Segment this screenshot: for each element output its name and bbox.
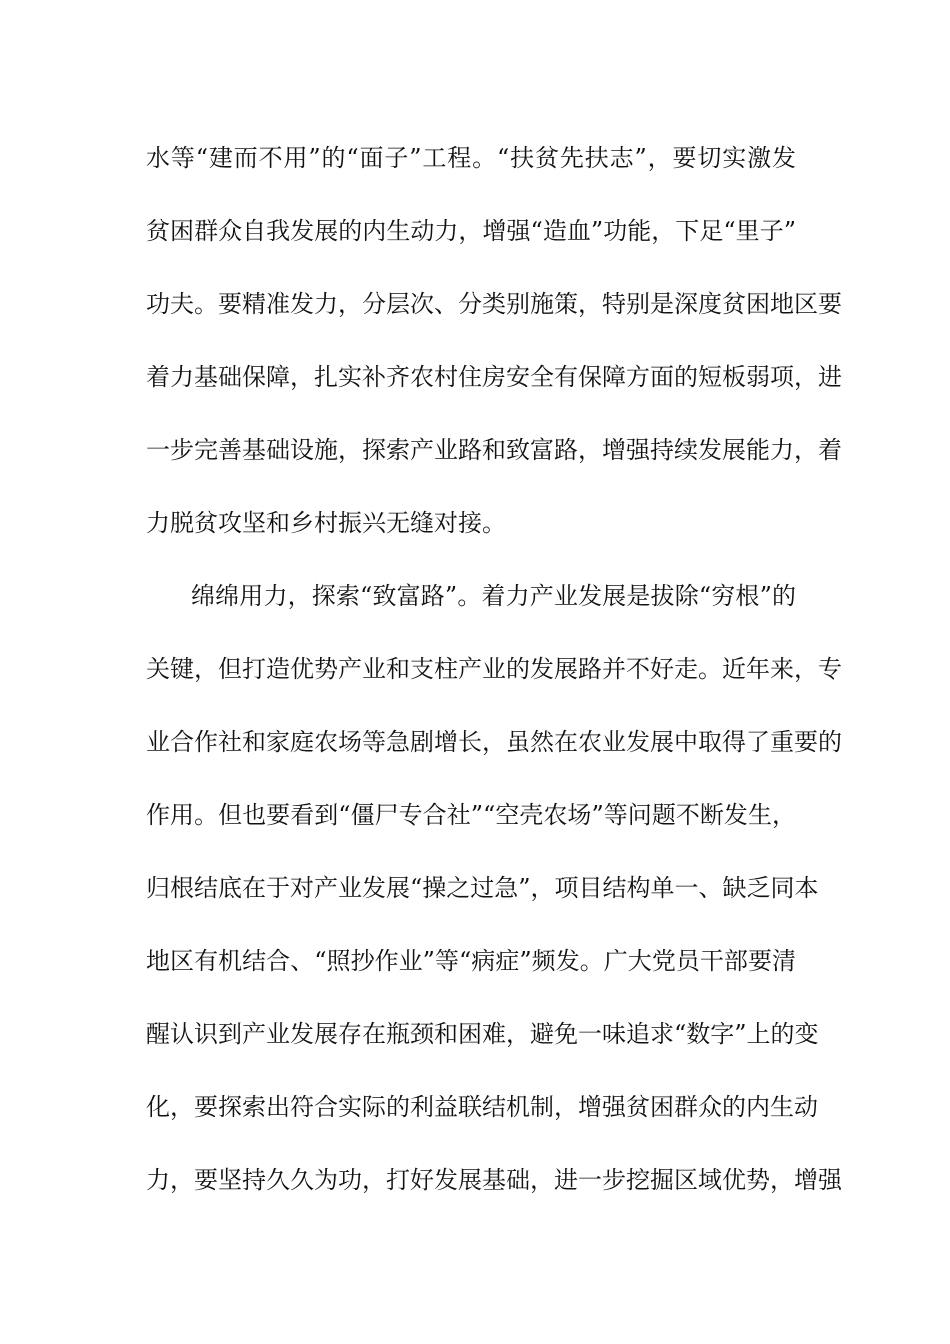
text-line: 醒认识到产业发展存在瓶颈和困难，避免一味追求“数字”上的变 xyxy=(146,1020,819,1048)
text-line: 归根结底在于对产业发展“操之过急”，项目结构单一、缺乏同本 xyxy=(146,874,819,902)
document-body xyxy=(146,132,842,1227)
text-line: 化，要探索出符合实际的利益联结机制，增强贫困群众的内生动 xyxy=(146,1093,818,1121)
text-line: 地区有机结合、“照抄作业”等“病症”频发。广大党员干部要清 xyxy=(146,947,796,975)
text-line: 一步完善基础设施，探索产业路和致富路，增强持续发展能力，着 xyxy=(146,436,842,464)
text-line: 力，要坚持久久为功，打好发展基础，进一步挖掘区域优势，增强 xyxy=(146,1166,842,1194)
paragraph-1 xyxy=(146,132,842,549)
text-line: 着力基础保障，扎实补齐农村住房安全有保障方面的短板弱项，进 xyxy=(146,363,842,391)
text-line: 作用。但也要看到“僵尸专合社”“空壳农场”等问题不断发生， xyxy=(146,801,796,829)
text-line: 业合作社和家庭农场等急剧增长，虽然在农业发展中取得了重要的 xyxy=(146,728,842,756)
paragraph-2 xyxy=(146,570,842,1206)
text-line: 水等“建而不用”的“面子”工程。“扶贫先扶志”，要切实激发 xyxy=(146,144,796,172)
text-line: 关键，但打造优势产业和支柱产业的发展路并不好走。近年来，专 xyxy=(146,655,842,683)
text-line: 力脱贫攻坚和乡村振兴无缝对接。 xyxy=(146,509,506,537)
text-line: 绵绵用力，探索“致富路”。着力产业发展是拔除“穷根”的 xyxy=(191,582,796,610)
text-line: 贫困群众自我发展的内生动力，增强“造血”功能，下足“里子” xyxy=(146,217,796,245)
text-line: 功夫。要精准发力，分层次、分类别施策，特别是深度贫困地区要 xyxy=(146,290,842,318)
